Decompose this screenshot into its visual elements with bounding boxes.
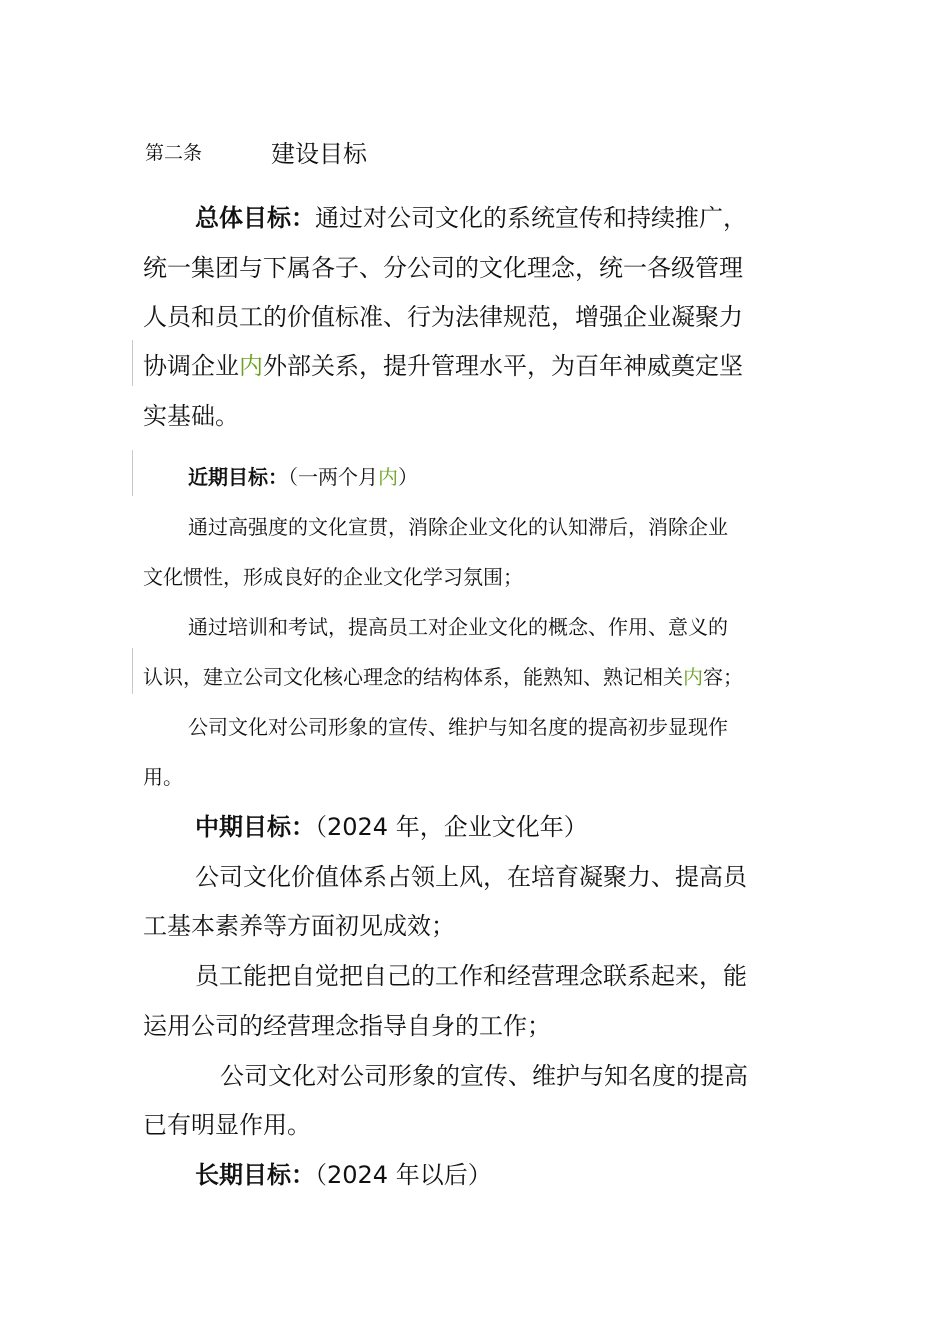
text-segment: 协调企业 <box>143 352 239 380</box>
overall-goal-line-5: 实基础。 <box>143 402 239 430</box>
mid-goal-p2-line-1: 员工能把自觉把自己的工作和经营理念联系起来，能 <box>195 962 747 990</box>
near-goal-p1-line-2: 文化惯性，形成良好的企业文化学习氛围； <box>143 565 523 589</box>
mid-goal-label: 中期目标： <box>195 813 315 841</box>
near-goal-p2-line-2 <box>143 661 743 690</box>
article-number: 第二条 <box>145 142 203 164</box>
text-segment: 容； <box>703 665 743 689</box>
overall-goal-label: 总体目标： <box>195 204 315 232</box>
mid-goal-period: （2024 年，企业文化年） <box>315 813 588 841</box>
near-goal-p3-line-1: 公司文化对公司形象的宣传、维护与知名度的提高初步显现作 <box>188 715 728 739</box>
overall-goal-line-2: 统一集团与下属各子、分公司的文化理念，统一各级管理 <box>143 254 743 282</box>
tracked-change-text: 内 <box>378 465 398 489</box>
mid-goal-p2-line-2: 运用公司的经营理念指导自身的工作； <box>143 1012 551 1040</box>
long-goal-label: 长期目标： <box>195 1161 315 1189</box>
overall-goal-line-3: 人员和员工的价值标准、行为法律规范，增强企业凝聚力 <box>143 303 743 331</box>
long-goal-period: （2024 年以后） <box>315 1161 492 1189</box>
near-goal-p1-line-1: 通过高强度的文化宣贯，消除企业文化的认知滞后，消除企业 <box>188 515 728 539</box>
article-title: 建设目标 <box>271 140 367 168</box>
mid-goal-p3-line-2: 已有明显作用。 <box>143 1111 311 1139</box>
mid-goal-p1-line-2: 工基本素养等方面初见成效； <box>143 912 455 940</box>
overall-goal-line-4 <box>143 346 743 381</box>
long-goal-heading <box>195 1155 492 1190</box>
tracked-change-text: 内 <box>683 665 703 689</box>
text-segment: （一两个月 <box>288 465 378 489</box>
change-bar <box>132 450 133 496</box>
mid-goal-p3-line-1: 公司文化对公司形象的宣传、维护与知名度的提高 <box>220 1062 748 1090</box>
text-segment: ） <box>398 465 418 489</box>
near-goal-heading <box>188 461 418 490</box>
change-bar <box>132 340 133 386</box>
change-bar <box>132 648 133 694</box>
near-goal-p3-line-2: 用。 <box>143 765 183 789</box>
overall-goal-text: 通过对公司文化的系统宣传和持续推广， <box>315 204 747 232</box>
overall-goal-line-1 <box>195 198 747 233</box>
text-segment: 外部关系，提升管理水平，为百年神威奠定坚 <box>263 352 743 380</box>
near-goal-label: 近期目标： <box>188 465 288 489</box>
tracked-change-text: 内 <box>239 352 263 380</box>
text-segment: 认识，建立公司文化核心理念的结构体系，能熟知、熟记相关 <box>143 665 683 689</box>
near-goal-p2-line-1: 通过培训和考试，提高员工对企业文化的概念、作用、意义的 <box>188 615 728 639</box>
mid-goal-heading <box>195 807 588 842</box>
mid-goal-p1-line-1: 公司文化价值体系占领上风，在培育凝聚力、提高员 <box>195 863 747 891</box>
